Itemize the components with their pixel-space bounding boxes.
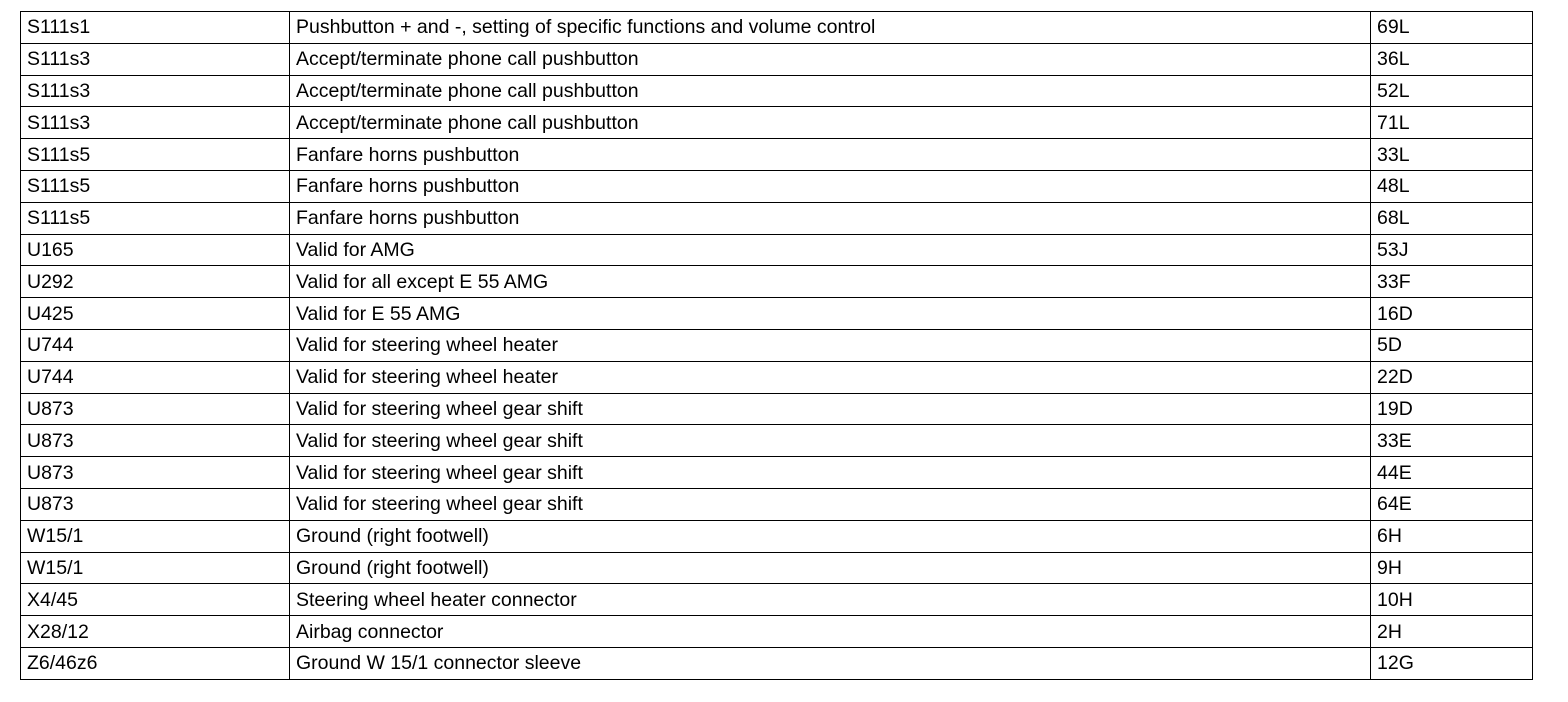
component-code-cell: U165: [21, 234, 290, 266]
component-description-cell: Steering wheel heater connector: [290, 584, 1371, 616]
grid-reference-cell: 12G: [1371, 647, 1533, 679]
legend-table-body: [21, 12, 1533, 680]
table-row: [21, 616, 1533, 648]
component-code-cell: U292: [21, 266, 290, 298]
component-description-cell: Fanfare horns pushbutton: [290, 170, 1371, 202]
table-row: [21, 393, 1533, 425]
component-description-cell: Valid for steering wheel heater: [290, 329, 1371, 361]
grid-reference-cell: 6H: [1371, 520, 1533, 552]
component-code-cell: W15/1: [21, 520, 290, 552]
grid-reference-cell: 44E: [1371, 457, 1533, 489]
component-code-cell: U744: [21, 361, 290, 393]
grid-reference-cell: 64E: [1371, 488, 1533, 520]
grid-reference-cell: 9H: [1371, 552, 1533, 584]
component-code-cell: W15/1: [21, 552, 290, 584]
table-row: [21, 361, 1533, 393]
component-description-cell: Valid for E 55 AMG: [290, 298, 1371, 330]
component-description-cell: Pushbutton + and -, setting of specific functions and volume control: [290, 12, 1371, 44]
component-description-cell: Ground W 15/1 connector sleeve: [290, 647, 1371, 679]
grid-reference-cell: 68L: [1371, 202, 1533, 234]
table-row: [21, 329, 1533, 361]
grid-reference-cell: 2H: [1371, 616, 1533, 648]
component-code-cell: X28/12: [21, 616, 290, 648]
table-row: [21, 202, 1533, 234]
grid-reference-cell: 19D: [1371, 393, 1533, 425]
component-description-cell: Accept/terminate phone call pushbutton: [290, 43, 1371, 75]
component-code-cell: Z6/46z6: [21, 647, 290, 679]
component-description-cell: Valid for steering wheel gear shift: [290, 393, 1371, 425]
component-code-cell: S111s1: [21, 12, 290, 44]
table-row: [21, 75, 1533, 107]
grid-reference-cell: 33E: [1371, 425, 1533, 457]
table-row: [21, 266, 1533, 298]
table-row: [21, 12, 1533, 44]
component-code-cell: S111s5: [21, 139, 290, 171]
component-code-cell: S111s3: [21, 107, 290, 139]
component-description-cell: Fanfare horns pushbutton: [290, 202, 1371, 234]
component-code-cell: S111s3: [21, 43, 290, 75]
component-description-cell: Valid for steering wheel gear shift: [290, 425, 1371, 457]
component-code-cell: U873: [21, 393, 290, 425]
table-row: [21, 552, 1533, 584]
grid-reference-cell: 53J: [1371, 234, 1533, 266]
component-description-cell: Valid for steering wheel gear shift: [290, 457, 1371, 489]
table-row: [21, 234, 1533, 266]
component-code-cell: S111s5: [21, 202, 290, 234]
table-row: [21, 425, 1533, 457]
component-legend-table: [20, 11, 1533, 680]
component-code-cell: U873: [21, 425, 290, 457]
grid-reference-cell: 52L: [1371, 75, 1533, 107]
component-description-cell: Valid for all except E 55 AMG: [290, 266, 1371, 298]
component-description-cell: Accept/terminate phone call pushbutton: [290, 75, 1371, 107]
grid-reference-cell: 48L: [1371, 170, 1533, 202]
component-description-cell: Valid for steering wheel gear shift: [290, 488, 1371, 520]
table-row: [21, 584, 1533, 616]
component-description-cell: Valid for AMG: [290, 234, 1371, 266]
table-row: [21, 43, 1533, 75]
table-row: [21, 488, 1533, 520]
table-row: [21, 170, 1533, 202]
table-row: [21, 298, 1533, 330]
grid-reference-cell: 33L: [1371, 139, 1533, 171]
grid-reference-cell: 36L: [1371, 43, 1533, 75]
grid-reference-cell: 22D: [1371, 361, 1533, 393]
component-code-cell: U425: [21, 298, 290, 330]
table-row: [21, 457, 1533, 489]
component-code-cell: X4/45: [21, 584, 290, 616]
table-row: [21, 139, 1533, 171]
component-description-cell: Valid for steering wheel heater: [290, 361, 1371, 393]
component-description-cell: Ground (right footwell): [290, 552, 1371, 584]
grid-reference-cell: 69L: [1371, 12, 1533, 44]
grid-reference-cell: 33F: [1371, 266, 1533, 298]
table-row: [21, 647, 1533, 679]
component-description-cell: Accept/terminate phone call pushbutton: [290, 107, 1371, 139]
component-code-cell: U873: [21, 488, 290, 520]
component-code-cell: S111s5: [21, 170, 290, 202]
grid-reference-cell: 16D: [1371, 298, 1533, 330]
component-description-cell: Ground (right footwell): [290, 520, 1371, 552]
grid-reference-cell: 71L: [1371, 107, 1533, 139]
component-legend: [20, 11, 1532, 680]
component-description-cell: Airbag connector: [290, 616, 1371, 648]
component-code-cell: U744: [21, 329, 290, 361]
table-row: [21, 520, 1533, 552]
component-description-cell: Fanfare horns pushbutton: [290, 139, 1371, 171]
component-code-cell: S111s3: [21, 75, 290, 107]
table-row: [21, 107, 1533, 139]
grid-reference-cell: 5D: [1371, 329, 1533, 361]
component-code-cell: U873: [21, 457, 290, 489]
grid-reference-cell: 10H: [1371, 584, 1533, 616]
